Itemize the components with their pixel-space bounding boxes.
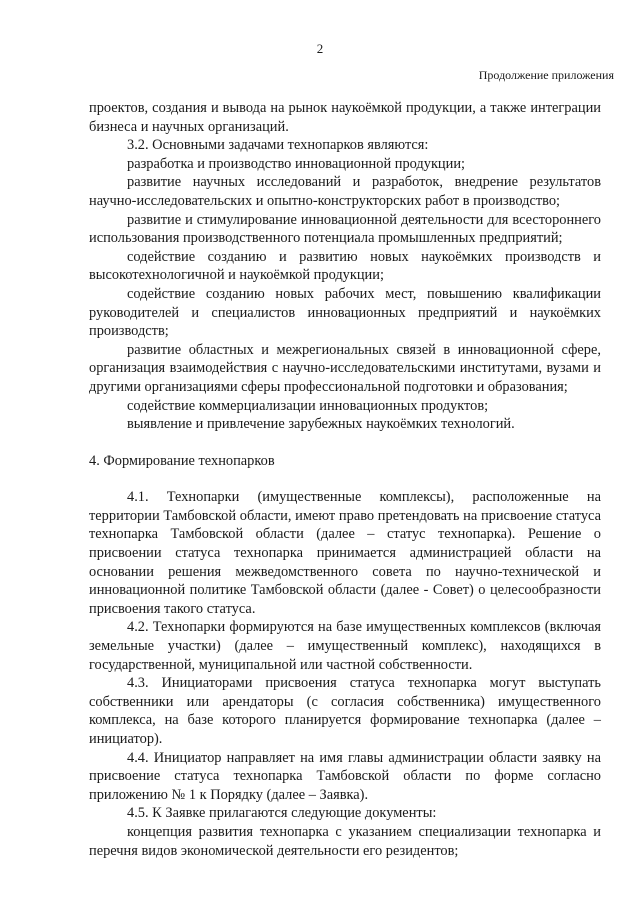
list-item: развитие областных и межрегиональных связей в инновационной сфере, организация взаимодействия с научно-исследовательскими институтами, вузами и другими организациями сферы профессиональной подготовки и образования;: [89, 341, 601, 395]
list-item: содействие созданию и развитию новых наукоёмких производств и высокотехнологичной и наукоёмкой продукции;: [89, 248, 601, 284]
paragraph: проектов, создания и вывода на рынок наукоёмкой продукции, а также интеграции бизнеса и научных организаций.: [89, 100, 601, 135]
section-title: 4. Формирование технопарков: [89, 452, 275, 469]
paragraph: 4.3. Инициаторами присвоения статуса технопарка могут выступать собственники или арендаторы (с согласия собственника) имущественного комплекса, на базе которого планируется формирование технопарка (далее – инициатор).: [89, 675, 601, 747]
paragraph: 3.2. Основными задачами технопарков являются:: [127, 137, 429, 154]
list-item: развитие и стимулирование инновационной деятельности для всестороннего использования производственного потенциала промышленных предприятий;: [89, 211, 601, 247]
list-item: содействие созданию новых рабочих мест, повышению квалификации руководителей и специалистов инновационных предприятий и наукоёмких производств;: [89, 285, 601, 340]
document-body: [89, 99, 601, 860]
list-item: содействие коммерциализации инновационных продуктов;: [127, 397, 489, 414]
paragraph: 4.5. К Заявке прилагаются следующие документы:: [127, 805, 437, 822]
header-note: Продолжение приложения: [478, 68, 614, 82]
list-item: разработка и производство инновационной продукции;: [127, 155, 466, 172]
page-number: 2: [316, 41, 324, 56]
paragraph: 4.4. Инициатор направляет на имя главы администрации области заявку на присвоение статуса технопарка Тамбовской области по форме согласно приложению № 1 к Порядку (далее – Заявка).: [89, 749, 601, 803]
list-item: выявление и привлечение зарубежных наукоёмких технологий.: [127, 416, 515, 433]
paragraph: 4.2. Технопарки формируются на базе имущественных комплексов (включая земельные участки) (далее – имущественный комплекс), находящихся в государственной, муниципальной или частной собственности.: [89, 619, 601, 673]
list-item: концепция развития технопарка с указанием специализации технопарка и перечня видов экономической деятельности его резидентов;: [89, 823, 601, 859]
paragraph: 4.1. Технопарки (имущественные комплексы), расположенные на территории Тамбовской области, имеют право претендовать на присвоение статуса технопарка Тамбовской области (далее – статус технопарка). Решение о присвоении статуса технопарка принимается администрацией области на основании решения межведомственного совета по научно-технической и инновационной политике Тамбовской области (далее - Совет) о целесообразности присвоения такого статуса.: [89, 489, 601, 617]
list-item: развитие научных исследований и разработок, внедрение результатов научно-исследовательских и опытно-конструкторских работ в производство;: [89, 174, 601, 209]
